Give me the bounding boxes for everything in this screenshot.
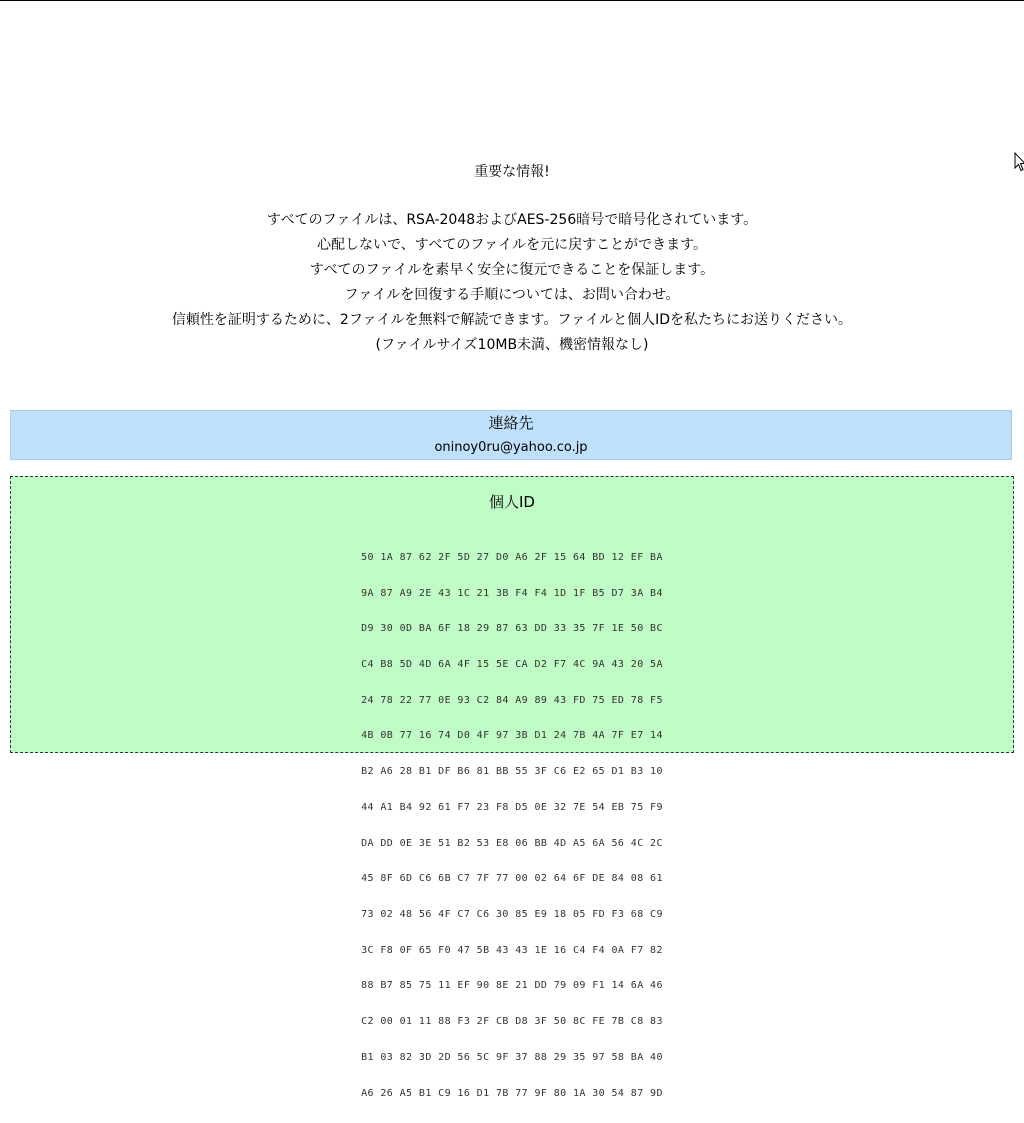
hex-line: DA DD 0E 3E 51 B2 53 E8 06 BB 4D A5 6A 56 4C 2C: [361, 837, 663, 849]
notice-line: 心配しないで、すべてのファイルを元に戻すことができます。: [316, 237, 708, 253]
hex-line: 9A 87 A9 2E 43 1C 21 3B F4 F4 1D 1F B5 D7 3A B4: [361, 587, 663, 599]
notice-line: すべてのファイルを素早く安全に復元できることを保証します。: [309, 262, 715, 278]
contact-box: [10, 410, 1012, 460]
personal-id-box: [10, 476, 1014, 1099]
notice-line: 信頼性を証明するために、2ファイルを無料で解読できます。ファイルと個人IDを私たちにお送りください。: [171, 312, 853, 328]
hex-line: C2 00 01 11 88 F3 2F CB D8 3F 50 8C FE 7B C8 83: [361, 1016, 663, 1028]
hex-line: B1 03 82 3D 2D 56 5C 9F 37 88 29 35 97 58 BA 40: [361, 1051, 663, 1063]
hex-line: D9 30 0D BA 6F 18 29 87 63 DD 33 35 7F 1E 50 BC: [361, 623, 663, 635]
hex-line: 73 02 48 56 4F C7 C6 30 85 E9 18 05 FD F3 68 C9: [361, 909, 663, 920]
personal-id-title: 個人ID: [489, 493, 535, 511]
hex-line: 50 1A 87 62 2F 5D 27 D0 A6 2F 15 64 BD 12 EF BA: [361, 551, 663, 563]
contact-email[interactable]: oninoy0ru@yahoo.co.jp: [434, 440, 588, 455]
top-border: [0, 0, 1024, 1]
notice-title: 重要な情報!: [474, 164, 550, 180]
notice-line: ファイルを回復する手順については、お問い合わせ。: [344, 287, 680, 303]
hex-line: 3C F8 0F 65 F0 47 5B 43 43 1E 16 C4 F4 0A F7 82: [361, 944, 663, 956]
ransom-notice: [0, 160, 1024, 358]
hex-line: 44 A1 B4 92 61 F7 23 F8 D5 0E 32 7E 54 EB 75 F9: [361, 801, 663, 813]
notice-line: (ファイルサイズ10MB未満、機密情報なし): [375, 337, 649, 353]
hex-line: 45 8F 6D C6 6B C7 7F 77 00 02 64 6F DE 84 08 61: [361, 873, 663, 885]
hex-line: A6 26 A5 B1 C9 16 D1 7B 77 9F 80 1A 30 54 87 9D: [361, 1087, 663, 1099]
hex-line: B2 A6 28 B1 DF B6 81 BB 55 3F C6 E2 65 D1 B3 10: [361, 766, 663, 778]
hex-line: 88 B7 85 75 11 EF 90 8E 21 DD 79 09 F1 14 6A 46: [361, 980, 663, 992]
personal-id-hex-block[interactable]: [361, 528, 663, 1123]
hex-line: 4B 0B 77 16 74 D0 4F 97 3B D1 24 7B 4A 7F E7 14: [361, 730, 663, 742]
hex-line: C4 B8 5D 4D 6A 4F 15 5E CA D2 F7 4C 9A 43 20 5A: [361, 658, 663, 670]
hex-line: 24 78 22 77 0E 93 C2 84 A9 89 43 FD 75 ED 78 F5: [361, 694, 663, 706]
contact-title: 連絡先: [488, 414, 534, 432]
notice-line: すべてのファイルは、RSA-2048およびAES-256暗号で暗号化されています。: [266, 212, 758, 228]
